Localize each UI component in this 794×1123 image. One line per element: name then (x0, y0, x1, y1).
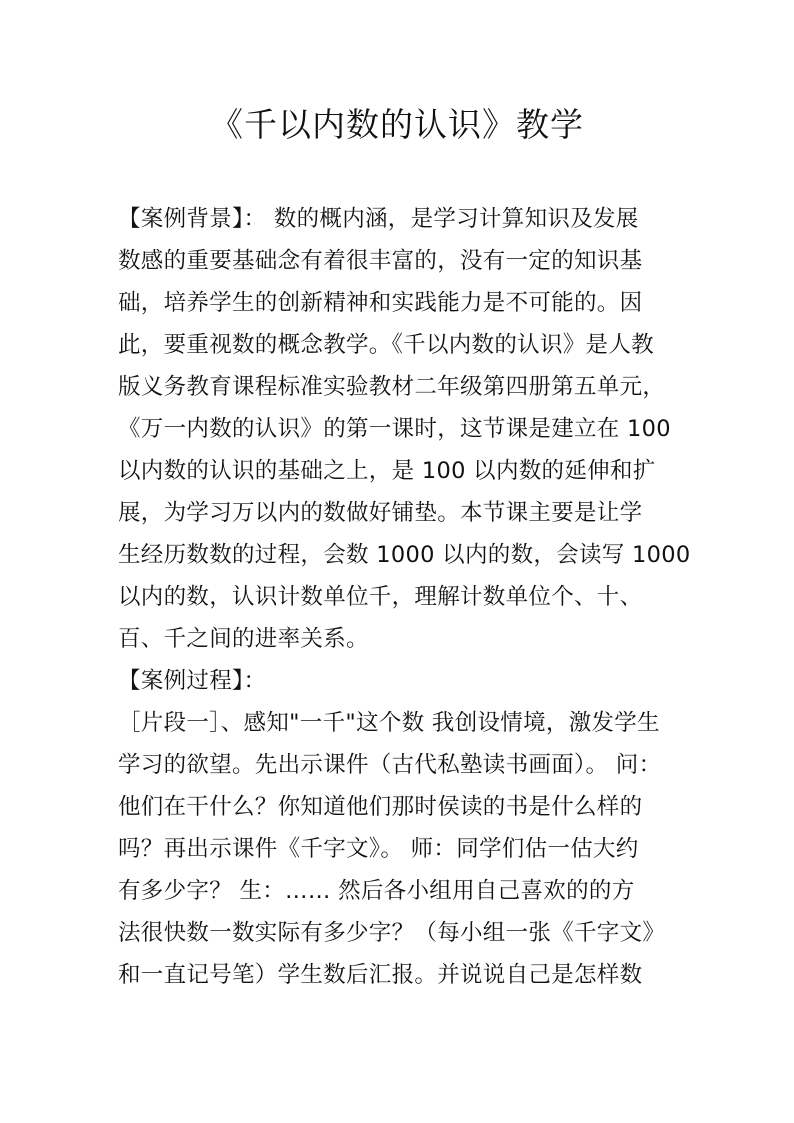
body-line: 展，为学习万以内的数做好铺垫。本节课主要是让学 (118, 500, 643, 526)
document-title: 《千以内数的认识》教学 (210, 105, 584, 144)
body-line: 数感的重要基础念有着很丰富的，没有一定的知识基 (118, 248, 643, 274)
body-line: 有多少字？ 生：…… 然后各小组用自己喜欢的的方 (118, 878, 635, 904)
body-line: 法很快数一数实际有多少字？（每小组一张《千字文》 (118, 920, 666, 946)
body-line: 础，培养学生的创新精神和实践能力是不可能的。因 (118, 290, 643, 316)
body-line: 版义务教育课程标准实验教材二年级第四册第五单元， (118, 374, 666, 400)
body-line: 《万一内数的认识》的第一课时，这节课是建立在 100 (118, 416, 671, 442)
body-line: 学习的欲望。先出示课件（古代私塾读书画面）。 问： (118, 752, 662, 778)
body-line: 他们在干什么？你知道他们那时侯读的书是什么样的 (118, 794, 643, 820)
body-line: 生经历数数的过程，会数 1000 以内的数，会读写 1000 (118, 542, 691, 568)
body-line: 【案例背景】： 数的概内涵，是学习计算知识及发展 (118, 206, 639, 232)
body-line: 以内的数，认识计数单位千，理解计数单位个、十、 (118, 584, 643, 610)
body-line: 吗？再出示课件《千字文》。 师：同学们估一估大约 (118, 836, 639, 862)
body-line: 此，要重视数的概念教学。《千以内数的认识》是人教 (118, 332, 654, 358)
body-line: 和一直记号笔）学生数后汇报。并说说自己是怎样数 (118, 962, 643, 988)
body-line: 百、千之间的进率关系。 (118, 626, 369, 652)
body-line: 以内数的认识的基础之上，是 100 以内数的延伸和扩 (118, 458, 656, 484)
section-heading-process: 【案例过程】： (118, 668, 267, 694)
body-line: ［片段一］、感知"一千"这个数 我创设情境，激发学生 (118, 710, 660, 736)
document-body (118, 198, 698, 996)
